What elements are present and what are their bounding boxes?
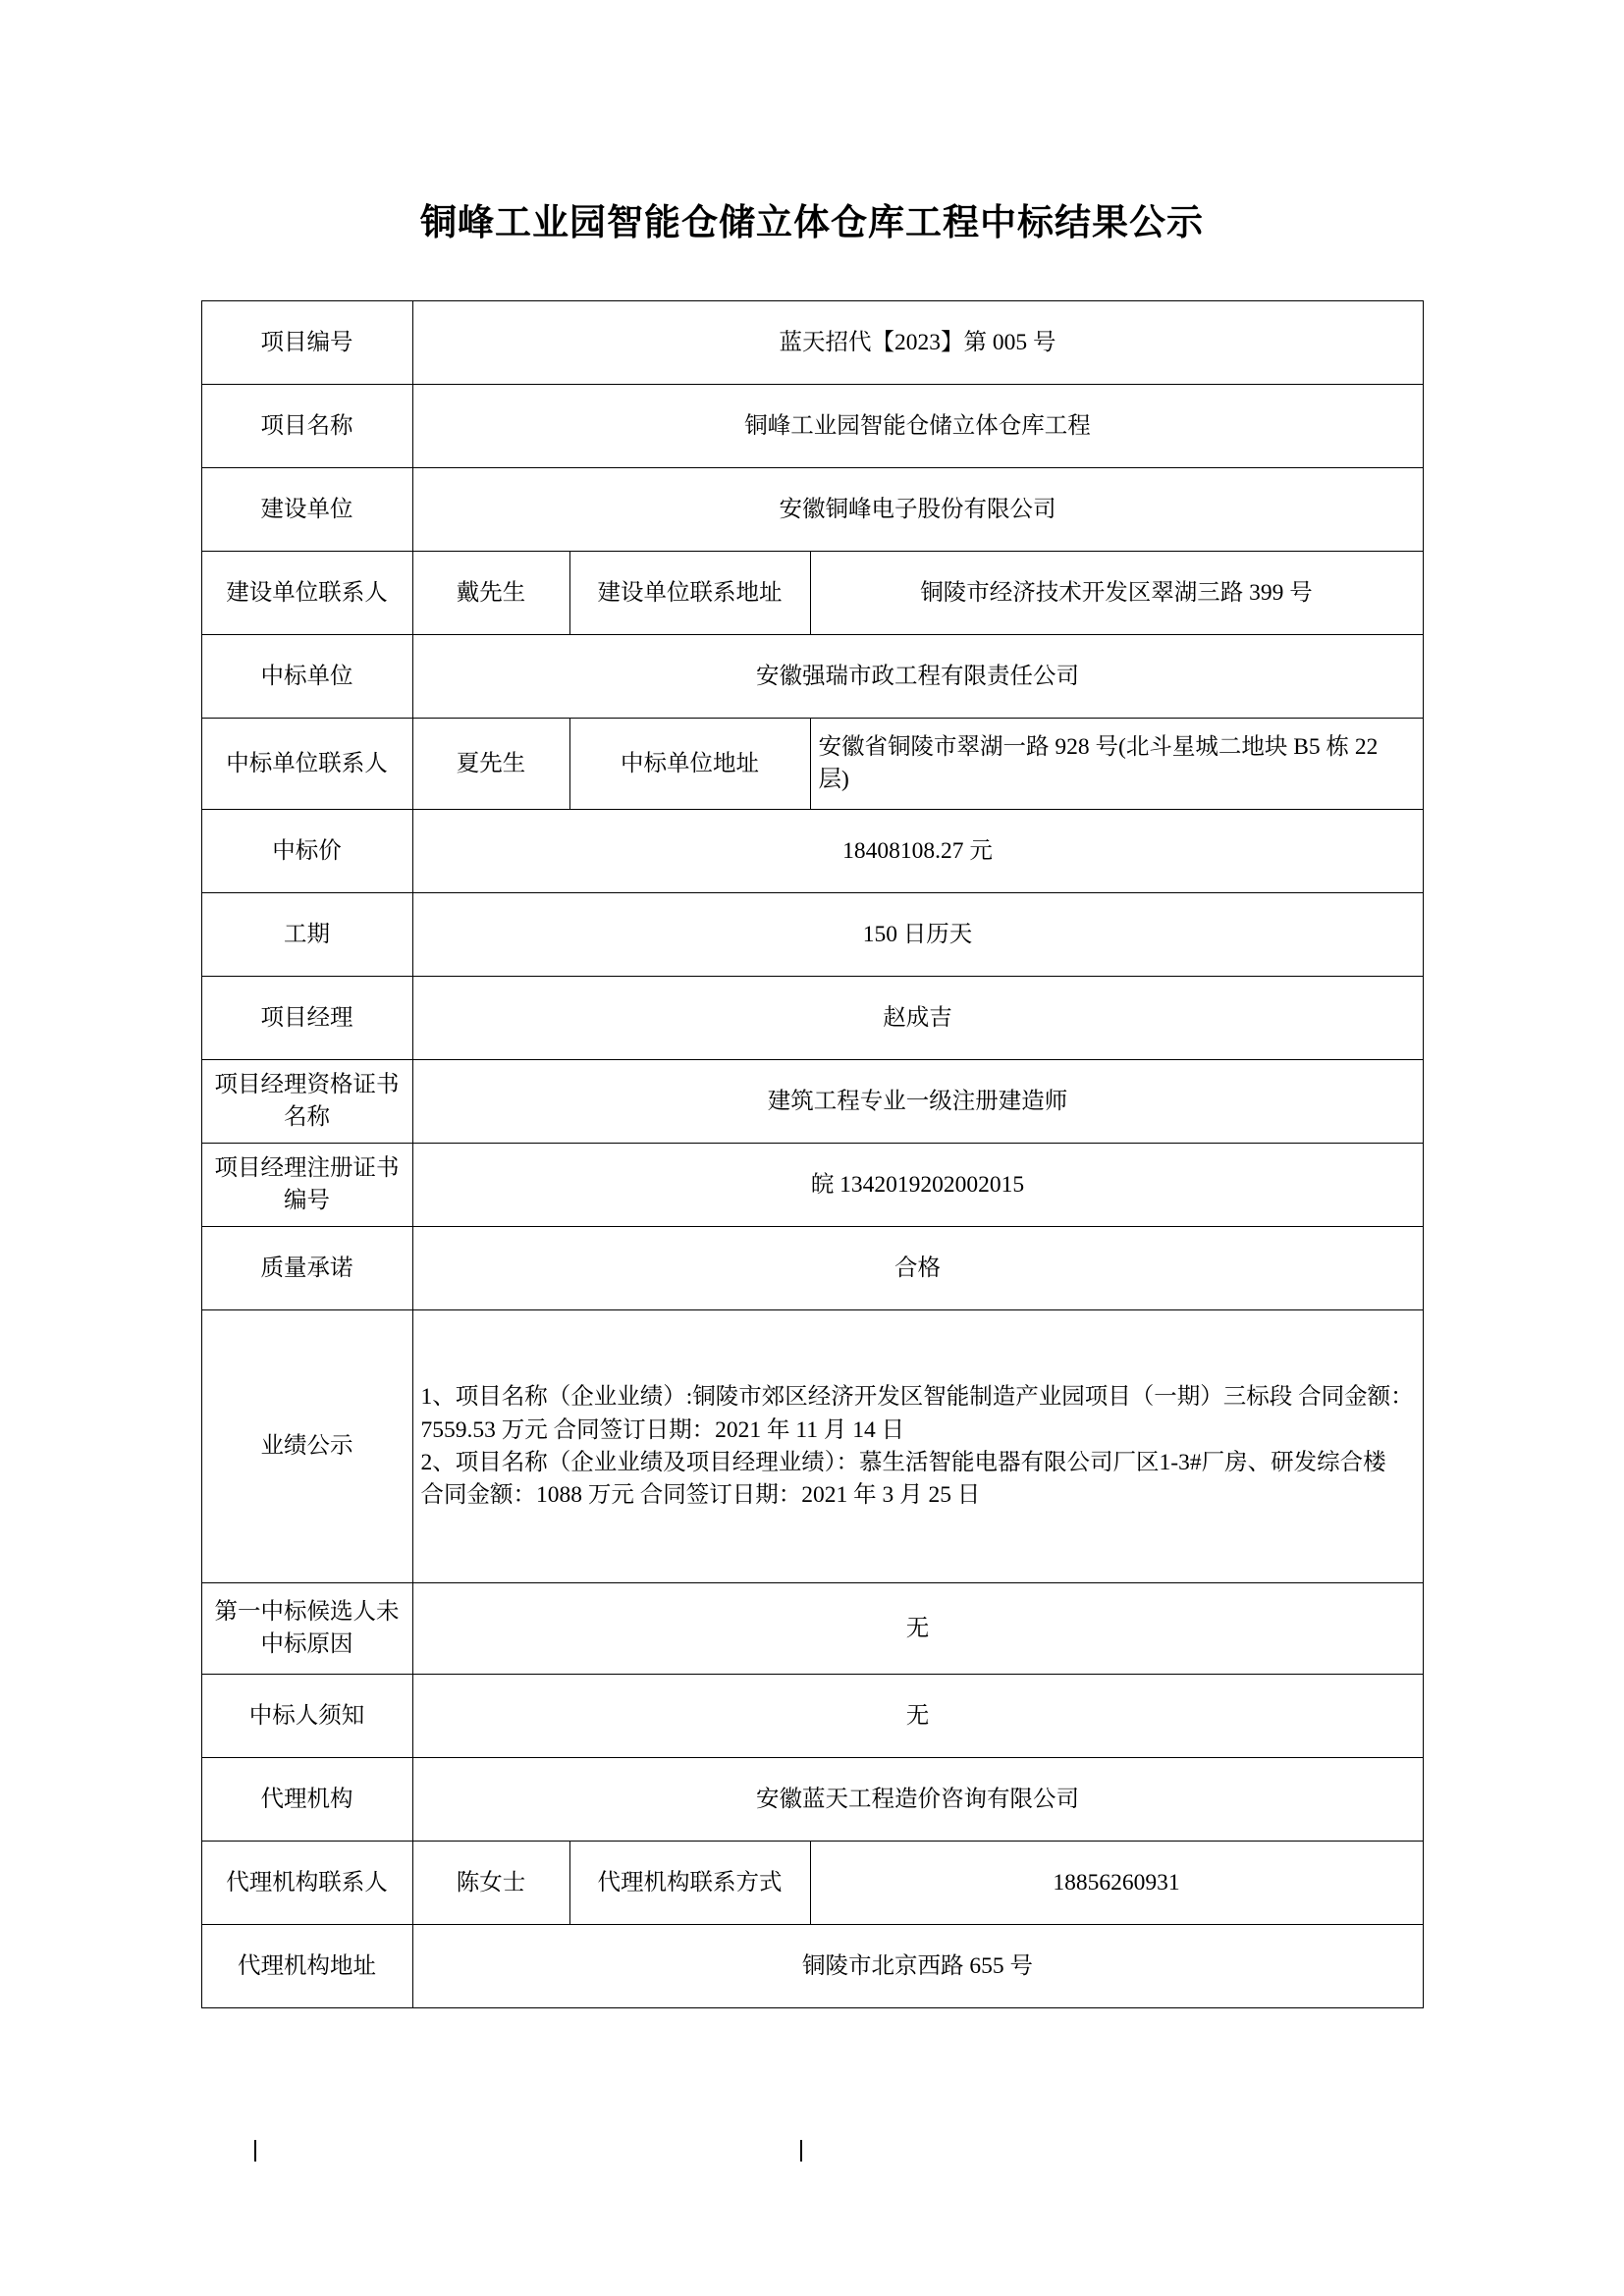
table-row: [201, 977, 1423, 1060]
table-row: [201, 1758, 1423, 1842]
owner-contact-label: 建设单位联系人: [201, 552, 412, 635]
agency-contact-label: 代理机构联系人: [201, 1842, 412, 1925]
agency-phone-label: 代理机构联系方式: [569, 1842, 810, 1925]
table-row: [201, 552, 1423, 635]
duration-value: 150 日历天: [412, 893, 1423, 977]
performance-label: 业绩公示: [201, 1310, 412, 1583]
owner-label: 建设单位: [201, 468, 412, 552]
owner-address-label: 建设单位联系地址: [569, 552, 810, 635]
table-row: [201, 1925, 1423, 2008]
cert-no-label: 项目经理注册证书编号: [201, 1144, 412, 1227]
agency-address-label: 代理机构地址: [201, 1925, 412, 2008]
agency-contact-value: 陈女士: [412, 1842, 569, 1925]
notice-value: 无: [412, 1675, 1423, 1758]
table-row: [201, 635, 1423, 719]
winner-address-value: 安徽省铜陵市翠湖一路 928 号(北斗星城二地块 B5 栋 22 层): [810, 719, 1423, 810]
winner-contact-label: 中标单位联系人: [201, 719, 412, 810]
table-row: [201, 1310, 1423, 1583]
quality-label: 质量承诺: [201, 1227, 412, 1310]
table-row: [201, 1144, 1423, 1227]
duration-label: 工期: [201, 893, 412, 977]
project-no-value: 蓝天招代【2023】第 005 号: [412, 301, 1423, 385]
table-row: [201, 1060, 1423, 1144]
cert-no-value: 皖 1342019202002015: [412, 1144, 1423, 1227]
agency-value: 安徽蓝天工程造价咨询有限公司: [412, 1758, 1423, 1842]
performance-item-1: 1、项目名称（企业业绩）:铜陵市郊区经济开发区智能制造产业园项目（一期）三标段 合同金额：7559.53 万元 合同签订日期：2021 年 11 月 14 日: [420, 1384, 1414, 1443]
table-row: [201, 1227, 1423, 1310]
bid-result-table-wrapper: [201, 300, 1424, 2008]
bid-price-value: 18408108.27 元: [412, 810, 1423, 893]
bid-price-label: 中标价: [201, 810, 412, 893]
table-row: [201, 893, 1423, 977]
table-row: [201, 1675, 1423, 1758]
table-row: [201, 301, 1423, 385]
first-candidate-label: 第一中标候选人未中标原因: [201, 1583, 412, 1675]
owner-value: 安徽铜峰电子股份有限公司: [412, 468, 1423, 552]
first-candidate-value: 无: [412, 1583, 1423, 1675]
table-row: [201, 719, 1423, 810]
performance-item-2: 2、项目名称（企业业绩及项目经理业绩）：慕生活智能电器有限公司厂区1-3#厂房、研发综合楼 合同金额：1088 万元 合同签订日期：2021 年 3 月 25 日: [420, 1449, 1386, 1509]
agency-label: 代理机构: [201, 1758, 412, 1842]
project-no-label: 项目编号: [201, 301, 412, 385]
performance-value: [412, 1310, 1423, 1583]
table-bottom-tick-left: [254, 2140, 256, 2162]
winner-address-label: 中标单位地址: [569, 719, 810, 810]
notice-label: 中标人须知: [201, 1675, 412, 1758]
cert-name-label: 项目经理资格证书名称: [201, 1060, 412, 1144]
table-row: [201, 1583, 1423, 1675]
project-name-value: 铜峰工业园智能仓储立体仓库工程: [412, 385, 1423, 468]
project-name-label: 项目名称: [201, 385, 412, 468]
winner-contact-value: 夏先生: [412, 719, 569, 810]
owner-contact-value: 戴先生: [412, 552, 569, 635]
manager-label: 项目经理: [201, 977, 412, 1060]
quality-value: 合格: [412, 1227, 1423, 1310]
manager-value: 赵成吉: [412, 977, 1423, 1060]
table-row: [201, 1842, 1423, 1925]
bid-result-table: [201, 300, 1424, 2008]
cert-name-value: 建筑工程专业一级注册建造师: [412, 1060, 1423, 1144]
agency-phone-value: 18856260931: [810, 1842, 1423, 1925]
table-bottom-tick-right: [800, 2140, 802, 2162]
owner-address-value: 铜陵市经济技术开发区翠湖三路 399 号: [810, 552, 1423, 635]
winner-label: 中标单位: [201, 635, 412, 719]
table-row: [201, 385, 1423, 468]
table-row: [201, 468, 1423, 552]
agency-address-value: 铜陵市北京西路 655 号: [412, 1925, 1423, 2008]
winner-value: 安徽强瑞市政工程有限责任公司: [412, 635, 1423, 719]
page-title: 铜峰工业园智能仓储立体仓库工程中标结果公示: [420, 202, 1204, 242]
table-row: [201, 810, 1423, 893]
